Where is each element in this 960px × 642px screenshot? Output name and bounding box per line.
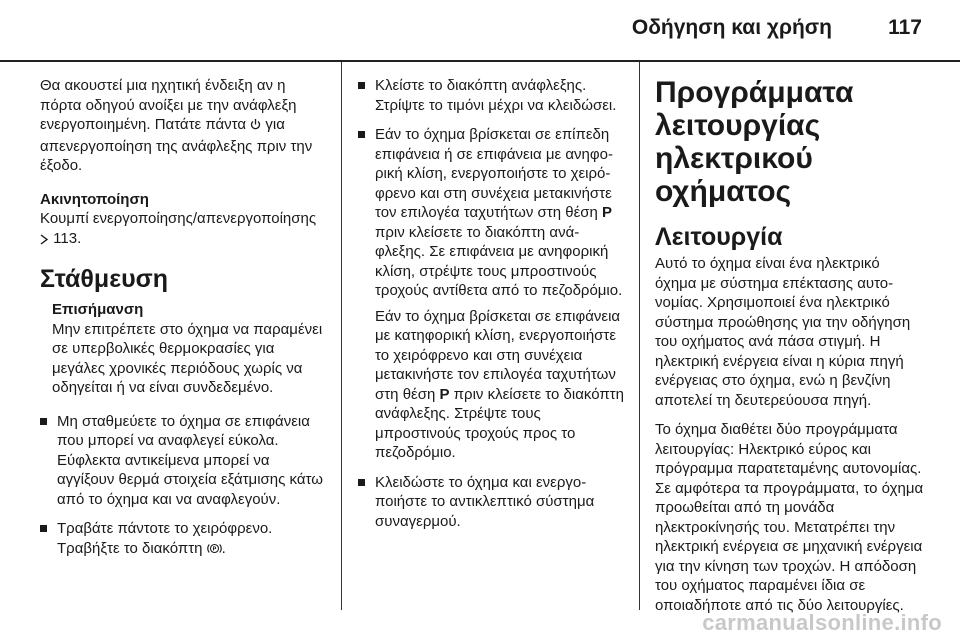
column-divider <box>639 62 640 610</box>
header-rule <box>0 60 960 62</box>
bullet-square <box>40 525 47 532</box>
page-number: 117 <box>888 16 922 39</box>
page-header <box>0 0 960 60</box>
operation-paragraph-2: Το όχημα διαθέτει δύο προγράμματα λειτουργίας: Ηλεκτρικό εύρος και πρόγραμμα παρατεταμένης αυτονομίας. Σε αμφότερα τα προγράμματα, το όχημα προωθείται από τη μονάδα ηλεκτροκίνησής του. Μετατρέπει την ηλεκτρική ενέργεια σε μηχανική ενέργεια για την κίνηση των τροχών. Η απόδοση του οχήματος παραμένει ίδια σε οποιαδήποτε από τις δύο λειτουργίες. <box>655 421 924 614</box>
column-divider <box>341 62 342 610</box>
bullet-square <box>40 418 47 425</box>
operation-paragraph-1: Αυτό το όχημα είναι ένα ηλεκτρικό όχημα με σύστημα επέκτασης αυτονομίας. Χρησιμοποιεί ένα ηλεκτρικό σύστημα προώθησης για την οδήγηση του οχήματος ανά πάσα στιγμή. Η ηλεκτρική ενέργεια είναι η κύρια πηγή ενέργειας στο όχημα, ενώ η βενζίνη αποτελεί τη δευτερεύουσα πηγή. <box>655 255 911 409</box>
bullet-square <box>358 131 365 138</box>
list-item: Εάν το όχημα βρίσκεται σε επίπεδη επιφάνεια ή σε επιφάνεια με ανηφορική κλίση, ενεργοποιήστε το χειρόφρενο και στη συνέχεια μετακινήστε τον επιλογέα ταχυτήτων στη θέση P πριν κλείσετε το διακόπτη ανάφλεξης. Σε επιφάνεια με ανηφορική κλίση, στρέψτε τους μπροστινούς τροχούς αντίθετα από το πεζοδρόμιο. Εάν το όχημα βρίσκεται σε επιφάνεια με κατηφορική κλίση, ενεργοποιήστε το χειρόφρενο και στη συνέχεια μετακινήστε τον επιλογέα ταχυτήτων στη θέση P πριν κλείσετε το διακόπτη ανάφλεξης. Στρέψτε τους μπροστινούς τροχούς προς το πεζοδρόμιο. <box>358 125 624 463</box>
running-title: Οδήγηση και χρήση <box>631 16 832 39</box>
immobiliser-heading: Ακινητοποίηση <box>40 190 149 208</box>
parking-brake-icon <box>207 541 222 561</box>
bullet-square <box>358 479 365 486</box>
chapter-heading: Προγράμματα λειτουργίας ηλεκτρικού οχήματος <box>655 76 854 208</box>
operation-heading: Λειτουργία <box>655 223 783 251</box>
page-reference[interactable]: 113. <box>53 229 82 247</box>
watermark: carmanualsonline.info <box>702 610 942 635</box>
list-item: Τραβάτε πάντοτε το χειρόφρενο. Τραβήξτε το διακόπτη P . <box>40 519 325 560</box>
bullet-square <box>358 82 365 89</box>
intro-paragraph: Θα ακουστεί μια ηχητική ένδειξη αν η πόρτα οδηγού ανοίξει με την ανάφλεξη ενεργοποιημένη. Πατάτε πάντα για απενεργοποίηση της ανάφλεξης πριν την έξοδο. <box>40 77 313 174</box>
warning-box <box>40 300 325 398</box>
page-ref-arrow-icon <box>40 231 49 251</box>
power-icon <box>250 117 261 137</box>
warning-text: Μην επιτρέπετε στο όχημα να παραμένει σε υπερβολικές θερμοκρασίες για μεγάλες χρονικές περιόδους χωρίς να οδηγείται ή να είναι συνδεδεμένο. <box>52 320 323 396</box>
gear-p-label: P <box>439 385 450 403</box>
column-1 <box>40 76 325 608</box>
warning-title: Επισήμανση <box>52 301 144 318</box>
immobiliser-text: Κουμπί ενεργοποίησης/απενεργοποίησης 113. <box>40 209 325 250</box>
list-item: Κλειδώστε το όχημα και ενεργοποιήστε το αντικλεπτικό σύστημα συναγερμού. <box>358 473 624 532</box>
list-item: Κλείστε το διακόπτη ανάφλεξης. Στρίψτε το τιμόνι μέχρι να κλειδώσει. <box>358 76 624 115</box>
parking-bullets <box>40 412 325 561</box>
column-3 <box>655 76 925 614</box>
gear-p-label: P <box>602 204 613 221</box>
svg-text:P: P <box>212 546 216 553</box>
column-2 <box>358 76 624 608</box>
parking-heading: Στάθμευση <box>40 265 169 293</box>
list-item: Μη σταθμεύετε το όχημα σε επιφάνεια που μπορεί να αναφλεγεί εύκολα. Εύφλεκτα αντικείμενα μπορεί να αγγίξουν θερμά στοιχεία εξάτμισης κάτω από το όχημα και να αναφλεγούν. <box>40 412 325 510</box>
parking-bullets-continued <box>358 76 624 531</box>
